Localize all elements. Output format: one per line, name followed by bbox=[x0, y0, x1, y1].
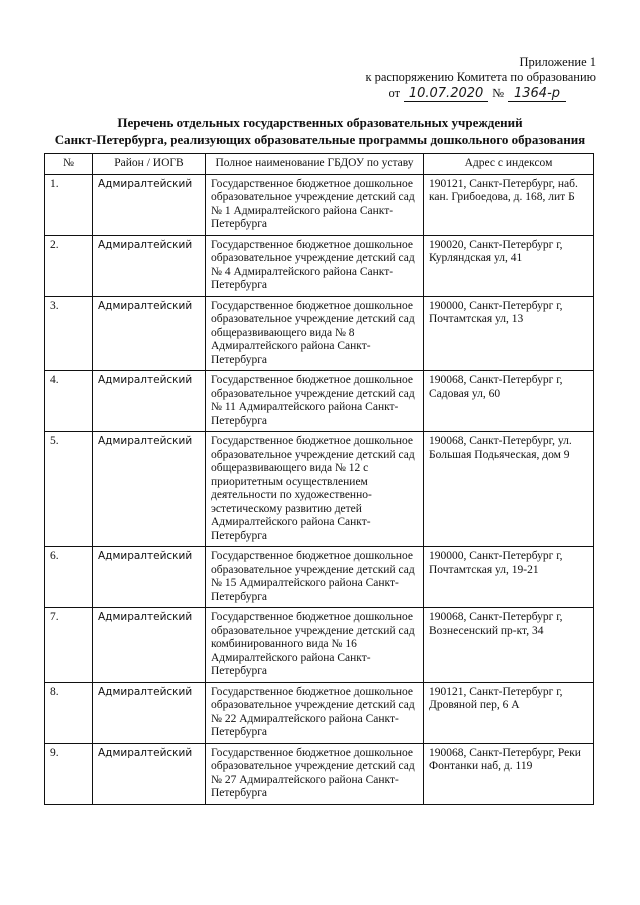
row-address: 190068, Санкт-Петербург, ул. Большая Подьяческая, дом 9 bbox=[424, 432, 594, 547]
appendix-line2: к распоряжению Комитета по образованию bbox=[365, 70, 596, 84]
row-number: 4. bbox=[45, 371, 93, 432]
row-address: 190068, Санкт-Петербург г, Садовая ул, 60 bbox=[424, 371, 594, 432]
table-row bbox=[45, 296, 594, 371]
row-name: Государственное бюджетное дошкольное образовательное учреждение детский сад комбинированного вида № 16 Адмиралтейского района Санкт-Петербурга bbox=[206, 608, 424, 683]
table-row bbox=[45, 371, 594, 432]
row-number: 2. bbox=[45, 235, 93, 296]
row-district: Адмиралтейский bbox=[93, 296, 206, 371]
row-number: 5. bbox=[45, 432, 93, 547]
row-district: Адмиралтейский bbox=[93, 743, 206, 804]
row-number: 7. bbox=[45, 608, 93, 683]
row-number: 1. bbox=[45, 174, 93, 235]
row-district: Адмиралтейский bbox=[93, 432, 206, 547]
institutions-table bbox=[44, 153, 594, 805]
row-address: 190121, Санкт-Петербург, наб. кан. Грибоедова, д. 168, лит Б bbox=[424, 174, 594, 235]
table-row bbox=[45, 174, 594, 235]
title-line1: Перечень отдельных государственных образовательных учреждений bbox=[117, 115, 523, 130]
row-address: 190020, Санкт-Петербург г, Курляндская ул, 41 bbox=[424, 235, 594, 296]
row-name: Государственное бюджетное дошкольное образовательное учреждение детский сад общеразвивающего вида № 12 с приоритетным осуществлением деятельности по художественно-эстетическому развитию детей Адмиралтейского района Санкт-Петербурга bbox=[206, 432, 424, 547]
row-address: 190068, Санкт-Петербург г, Вознесенский пр-кт, 34 bbox=[424, 608, 594, 683]
header-district: Район / ИОГВ bbox=[93, 154, 206, 175]
table-row bbox=[45, 432, 594, 547]
order-reference bbox=[296, 86, 596, 102]
row-name: Государственное бюджетное дошкольное образовательное учреждение детский сад № 4 Адмиралтейского района Санкт-Петербурга bbox=[206, 235, 424, 296]
header-number: № bbox=[45, 154, 93, 175]
table-row bbox=[45, 547, 594, 608]
row-name: Государственное бюджетное дошкольное образовательное учреждение детский сад № 15 Адмиралтейского района Санкт-Петербурга bbox=[206, 547, 424, 608]
appendix-block bbox=[296, 55, 596, 102]
row-district: Адмиралтейский bbox=[93, 608, 206, 683]
title-line2: Санкт-Петербурга, реализующих образовательные программы дошкольного образования bbox=[54, 132, 586, 147]
header-address: Адрес с индексом bbox=[424, 154, 594, 175]
row-district: Адмиралтейский bbox=[93, 682, 206, 743]
document-title bbox=[0, 114, 640, 148]
row-name: Государственное бюджетное дошкольное образовательное учреждение детский сад № 27 Адмиралтейского района Санкт-Петербурга bbox=[206, 743, 424, 804]
table-row bbox=[45, 235, 594, 296]
number-label: № bbox=[492, 86, 504, 100]
table-row bbox=[45, 743, 594, 804]
row-district: Адмиралтейский bbox=[93, 371, 206, 432]
from-label: от bbox=[388, 86, 401, 100]
table-row bbox=[45, 682, 594, 743]
row-name: Государственное бюджетное дошкольное образовательное учреждение детский сад общеразвивающего вида № 8 Адмиралтейского района Санкт-Петербурга bbox=[206, 296, 424, 371]
header-full-name: Полное наименование ГБДОУ по уставу bbox=[206, 154, 424, 175]
row-number: 9. bbox=[45, 743, 93, 804]
row-address: 190000, Санкт-Петербург г, Почтамтская ул, 13 bbox=[424, 296, 594, 371]
handwritten-date: 10.07.2020 bbox=[404, 87, 488, 102]
appendix-line1: Приложение 1 bbox=[519, 55, 596, 69]
row-district: Адмиралтейский bbox=[93, 235, 206, 296]
row-name: Государственное бюджетное дошкольное образовательное учреждение детский сад № 11 Адмиралтейского района Санкт-Петербурга bbox=[206, 371, 424, 432]
row-number: 8. bbox=[45, 682, 93, 743]
table-header-row bbox=[45, 154, 594, 175]
row-name: Государственное бюджетное дошкольное образовательное учреждение детский сад № 1 Адмиралтейского района Санкт-Петербурга bbox=[206, 174, 424, 235]
row-number: 6. bbox=[45, 547, 93, 608]
row-district: Адмиралтейский bbox=[93, 174, 206, 235]
handwritten-number: 1364-р bbox=[508, 87, 566, 102]
row-address: 190121, Санкт-Петербург г, Дровяной пер, 6 А bbox=[424, 682, 594, 743]
row-address: 190000, Санкт-Петербург г, Почтамтская ул, 19-21 bbox=[424, 547, 594, 608]
row-name: Государственное бюджетное дошкольное образовательное учреждение детский сад № 22 Адмиралтейского района Санкт-Петербурга bbox=[206, 682, 424, 743]
row-district: Адмиралтейский bbox=[93, 547, 206, 608]
table-row bbox=[45, 608, 594, 683]
row-number: 3. bbox=[45, 296, 93, 371]
row-address: 190068, Санкт-Петербург, Реки Фонтанки наб, д. 119 bbox=[424, 743, 594, 804]
